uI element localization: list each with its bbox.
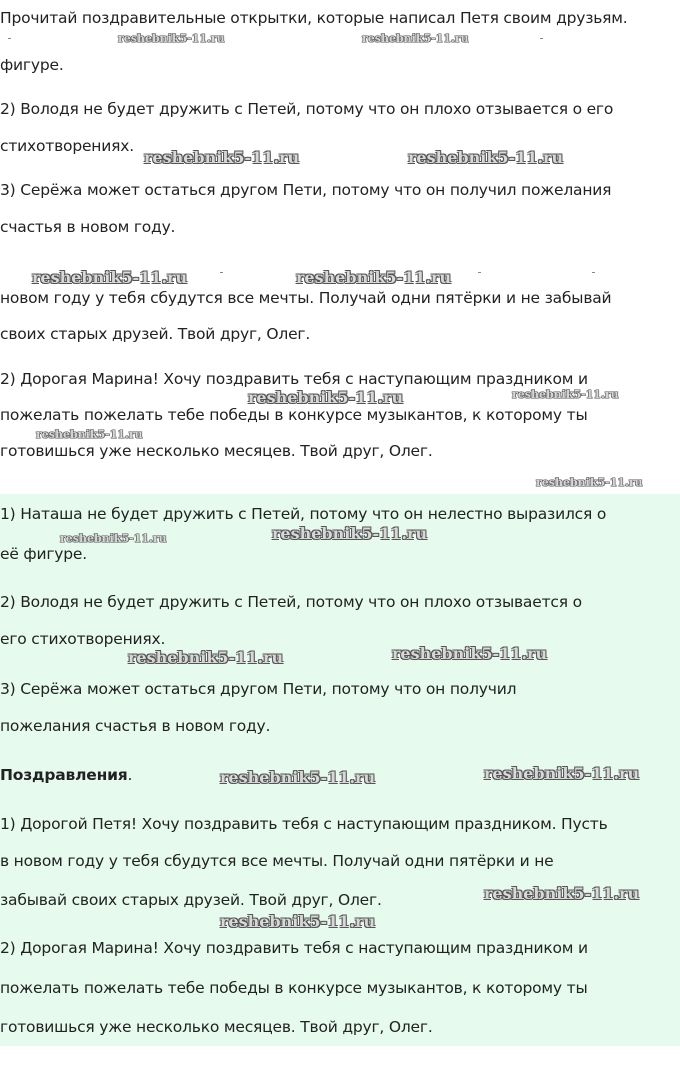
answer-line: 3) Серёжа может остаться другом Пети, потому что он получил — [0, 680, 517, 698]
task-line: 2) Володя не будет дружить с Петей, потому что он плохо отзывается о его — [0, 100, 614, 118]
watermark: reshebnik5-11.ru — [408, 148, 564, 167]
answer-line: 1) Наташа не будет дружить с Петей, потому что он нелестно выразился о — [0, 505, 607, 523]
watermark: reshebnik5-11.ru — [128, 648, 284, 667]
task-line: 2) Дорогая Марина! Хочу поздравить тебя с наступающим праздником и — [0, 370, 588, 388]
answer-line: готовишься уже несколько месяцев. Твой друг, Олег. — [0, 1018, 433, 1036]
stray-mark — [592, 272, 595, 273]
task-line: 3) Серёжа может остаться другом Пети, потому что он получил пожелания — [0, 181, 612, 199]
watermark: reshebnik5-11.ru — [536, 476, 643, 489]
task-line: своих старых друзей. Твой друг, Олег. — [0, 325, 311, 343]
section-heading — [0, 765, 132, 785]
watermark: reshebnik5-11.ru — [144, 148, 300, 167]
watermark: reshebnik5-11.ru — [220, 768, 376, 787]
watermark: reshebnik5-11.ru — [484, 884, 640, 903]
watermark: reshebnik5-11.ru — [484, 764, 640, 783]
stray-mark — [478, 272, 481, 273]
task-line: стихотворениях. — [0, 137, 134, 155]
answer-line: забывай своих старых друзей. Твой друг, Олег. — [0, 891, 382, 909]
watermark: reshebnik5-11.ru — [248, 388, 404, 407]
watermark: reshebnik5-11.ru — [32, 268, 188, 287]
heading-text: Поздравления — [0, 766, 128, 784]
watermark: reshebnik5-11.ru — [220, 912, 376, 931]
task-line: Прочитай поздравительные открытки, которые написал Петя своим друзьям. — [0, 9, 628, 27]
stray-mark — [540, 38, 543, 39]
stray-mark — [8, 38, 11, 39]
watermark: reshebnik5-11.ru — [36, 428, 143, 441]
watermark: reshebnik5-11.ru — [296, 268, 452, 287]
stray-mark — [220, 272, 223, 273]
watermark: reshebnik5-11.ru — [60, 532, 167, 545]
watermark: reshebnik5-11.ru — [362, 32, 469, 45]
answer-line: 2) Дорогая Марина! Хочу поздравить тебя с наступающим праздником и — [0, 939, 588, 957]
answer-line: её фигуре. — [0, 545, 87, 563]
answer-line: его стихотворениях. — [0, 630, 166, 648]
heading-dot: . — [127, 766, 133, 784]
task-line: готовишься уже несколько месяцев. Твой друг, Олег. — [0, 442, 433, 460]
watermark: reshebnik5-11.ru — [392, 644, 548, 663]
watermark: reshebnik5-11.ru — [512, 388, 619, 401]
watermark: reshebnik5-11.ru — [118, 32, 225, 45]
answer-line: 2) Володя не будет дружить с Петей, потому что он плохо отзывается о — [0, 593, 582, 611]
answer-line: пожелания счастья в новом году. — [0, 717, 271, 735]
answer-line: 1) Дорогой Петя! Хочу поздравить тебя с наступающим праздником. Пусть — [0, 815, 608, 833]
answer-line: в новом году у тебя сбудутся все мечты. Получай одни пятёрки и не — [0, 852, 554, 870]
task-line: счастья в новом году. — [0, 218, 176, 236]
task-line: фигуре. — [0, 56, 64, 74]
task-line: пожелать пожелать тебе победы в конкурсе музыкантов, к которому ты — [0, 406, 588, 424]
task-line: новом году у тебя сбудутся все мечты. Получай одни пятёрки и не забывай — [0, 289, 612, 307]
answer-line: пожелать пожелать тебе победы в конкурсе музыкантов, к которому ты — [0, 979, 588, 997]
watermark: reshebnik5-11.ru — [272, 524, 428, 543]
